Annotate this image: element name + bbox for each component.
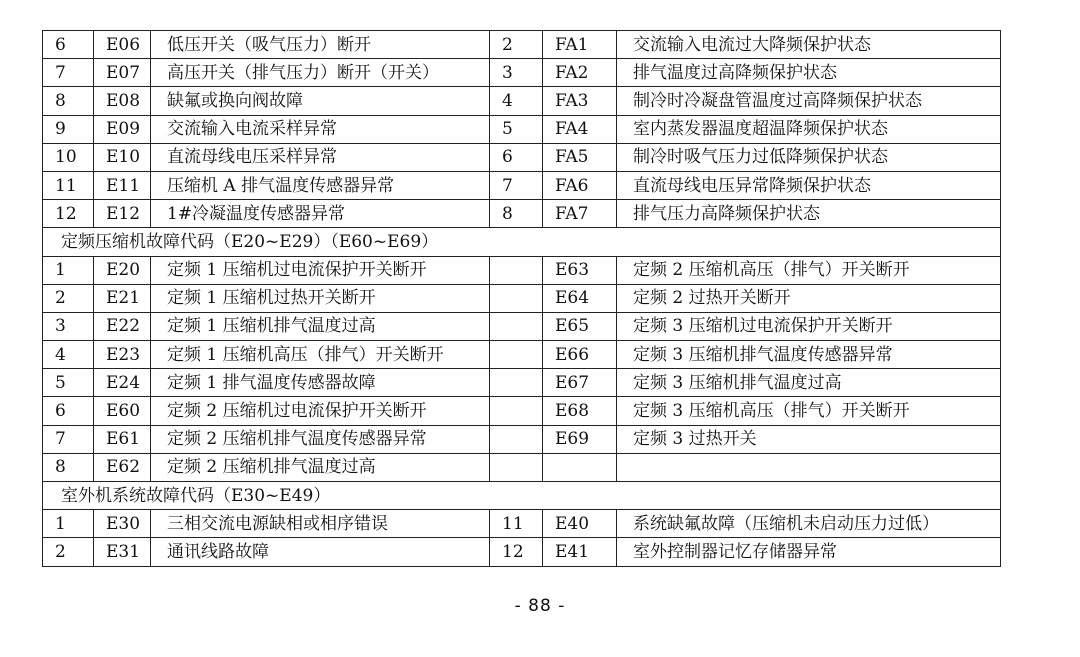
- table-row: [43, 510, 1001, 538]
- row-index: [490, 341, 543, 369]
- table-row: [43, 87, 1001, 115]
- fault-description: 定频 1 压缩机排气温度过高: [151, 312, 490, 340]
- fault-code: E67: [543, 369, 617, 397]
- fault-code: E24: [94, 369, 151, 397]
- fault-description: 制冷时冷凝盘管温度过高降频保护状态: [617, 87, 1001, 115]
- fault-code: E64: [543, 284, 617, 312]
- fault-description: 定频 3 压缩机高压（排气）开关断开: [617, 397, 1001, 425]
- fault-description: 1#冷凝温度传感器异常: [151, 200, 490, 228]
- fault-description: 室外控制器记忆存储器异常: [617, 538, 1001, 566]
- fault-code: E22: [94, 312, 151, 340]
- fault-code: E09: [94, 115, 151, 143]
- table-row: [43, 453, 1001, 481]
- fault-description: 定频 3 压缩机过电流保护开关断开: [617, 312, 1001, 340]
- table-row: [43, 171, 1001, 199]
- fault-code: E69: [543, 425, 617, 453]
- fault-code: FA3: [543, 87, 617, 115]
- fault-description: 定频 1 压缩机过热开关断开: [151, 284, 490, 312]
- table-row: [43, 538, 1001, 566]
- fault-code-table-body: [43, 31, 1001, 567]
- row-index: 4: [490, 87, 543, 115]
- fault-description: 排气压力高降频保护状态: [617, 200, 1001, 228]
- fault-code: FA4: [543, 115, 617, 143]
- row-index: [490, 369, 543, 397]
- fault-description: 定频 2 压缩机排气温度过高: [151, 453, 490, 481]
- row-index: 6: [43, 31, 94, 59]
- fault-code: E23: [94, 341, 151, 369]
- row-index: 7: [43, 59, 94, 87]
- fault-code: FA6: [543, 171, 617, 199]
- row-index: 11: [490, 510, 543, 538]
- fault-description: 定频 1 排气温度传感器故障: [151, 369, 490, 397]
- table-row: [43, 397, 1001, 425]
- section-header-row: [43, 228, 1001, 256]
- fault-code: E41: [543, 538, 617, 566]
- fault-description: 定频 1 压缩机高压（排气）开关断开: [151, 341, 490, 369]
- row-index: [490, 453, 543, 481]
- fault-description: 低压开关（吸气压力）断开: [151, 31, 490, 59]
- table-row: [43, 31, 1001, 59]
- fault-description: 定频 2 过热开关断开: [617, 284, 1001, 312]
- fault-description: 压缩机 A 排气温度传感器异常: [151, 171, 490, 199]
- fault-code: E65: [543, 312, 617, 340]
- fault-code: E66: [543, 341, 617, 369]
- fault-code: E63: [543, 256, 617, 284]
- table-row: [43, 115, 1001, 143]
- fault-code: E61: [94, 425, 151, 453]
- fault-code: FA1: [543, 31, 617, 59]
- table-row: [43, 369, 1001, 397]
- row-index: 2: [43, 284, 94, 312]
- row-index: 5: [43, 369, 94, 397]
- table-row: [43, 256, 1001, 284]
- fault-code: E08: [94, 87, 151, 115]
- fault-description: 系统缺氟故障（压缩机未启动压力过低）: [617, 510, 1001, 538]
- table-row: [43, 425, 1001, 453]
- row-index: 2: [490, 31, 543, 59]
- row-index: 7: [490, 171, 543, 199]
- fault-description: 定频 3 过热开关: [617, 425, 1001, 453]
- table-row: [43, 200, 1001, 228]
- fault-code: E62: [94, 453, 151, 481]
- fault-description: 三相交流电源缺相或相序错误: [151, 510, 490, 538]
- table-row: [43, 284, 1001, 312]
- table-row: [43, 143, 1001, 171]
- fault-description: [617, 453, 1001, 481]
- row-index: 1: [43, 256, 94, 284]
- fault-code: E60: [94, 397, 151, 425]
- row-index: 3: [490, 59, 543, 87]
- fault-code: E11: [94, 171, 151, 199]
- page-number: - 88 -: [514, 596, 566, 616]
- fault-code: E21: [94, 284, 151, 312]
- fault-code: FA2: [543, 59, 617, 87]
- row-index: 9: [43, 115, 94, 143]
- row-index: [490, 425, 543, 453]
- row-index: 2: [43, 538, 94, 566]
- row-index: [490, 397, 543, 425]
- fault-code: E12: [94, 200, 151, 228]
- fault-code: E20: [94, 256, 151, 284]
- fault-description: 直流母线电压采样异常: [151, 143, 490, 171]
- table-row: [43, 59, 1001, 87]
- fault-description: 室内蒸发器温度超温降频保护状态: [617, 115, 1001, 143]
- fault-description: 定频 2 压缩机高压（排气）开关断开: [617, 256, 1001, 284]
- row-index: 3: [43, 312, 94, 340]
- row-index: 10: [43, 143, 94, 171]
- fault-code: E30: [94, 510, 151, 538]
- row-index: 8: [43, 87, 94, 115]
- fault-code: E31: [94, 538, 151, 566]
- fault-description: 交流输入电流采样异常: [151, 115, 490, 143]
- row-index: 5: [490, 115, 543, 143]
- fault-code: E40: [543, 510, 617, 538]
- table-row: [43, 341, 1001, 369]
- row-index: 12: [490, 538, 543, 566]
- fault-description: 通讯线路故障: [151, 538, 490, 566]
- fault-description: 定频 3 压缩机排气温度过高: [617, 369, 1001, 397]
- fault-description: 定频 2 压缩机过电流保护开关断开: [151, 397, 490, 425]
- fault-description: 定频 2 压缩机排气温度传感器异常: [151, 425, 490, 453]
- fault-description: 定频 1 压缩机过电流保护开关断开: [151, 256, 490, 284]
- section-title: 室外机系统故障代码（E30~E49）: [43, 482, 1001, 510]
- row-index: [490, 284, 543, 312]
- fault-description: 交流输入电流过大降频保护状态: [617, 31, 1001, 59]
- section-header-row: [43, 482, 1001, 510]
- row-index: 8: [490, 200, 543, 228]
- row-index: 6: [490, 143, 543, 171]
- fault-code: FA5: [543, 143, 617, 171]
- fault-code: E10: [94, 143, 151, 171]
- row-index: [490, 256, 543, 284]
- row-index: [490, 312, 543, 340]
- fault-code-table: [42, 30, 1001, 567]
- row-index: 4: [43, 341, 94, 369]
- section-title: 定频压缩机故障代码（E20~E29）（E60~E69）: [43, 228, 1001, 256]
- fault-code: E68: [543, 397, 617, 425]
- row-index: 11: [43, 171, 94, 199]
- fault-description: 制冷时吸气压力过低降频保护状态: [617, 143, 1001, 171]
- row-index: 8: [43, 453, 94, 481]
- row-index: 12: [43, 200, 94, 228]
- fault-description: 排气温度过高降频保护状态: [617, 59, 1001, 87]
- fault-description: 定频 3 压缩机排气温度传感器异常: [617, 341, 1001, 369]
- row-index: 6: [43, 397, 94, 425]
- table-row: [43, 312, 1001, 340]
- row-index: 1: [43, 510, 94, 538]
- row-index: 7: [43, 425, 94, 453]
- fault-description: 直流母线电压异常降频保护状态: [617, 171, 1001, 199]
- fault-code: FA7: [543, 200, 617, 228]
- fault-description: 缺氟或换向阀故障: [151, 87, 490, 115]
- fault-code: E06: [94, 31, 151, 59]
- fault-code: [543, 453, 617, 481]
- fault-description: 高压开关（排气压力）断开（开关）: [151, 59, 490, 87]
- fault-code: E07: [94, 59, 151, 87]
